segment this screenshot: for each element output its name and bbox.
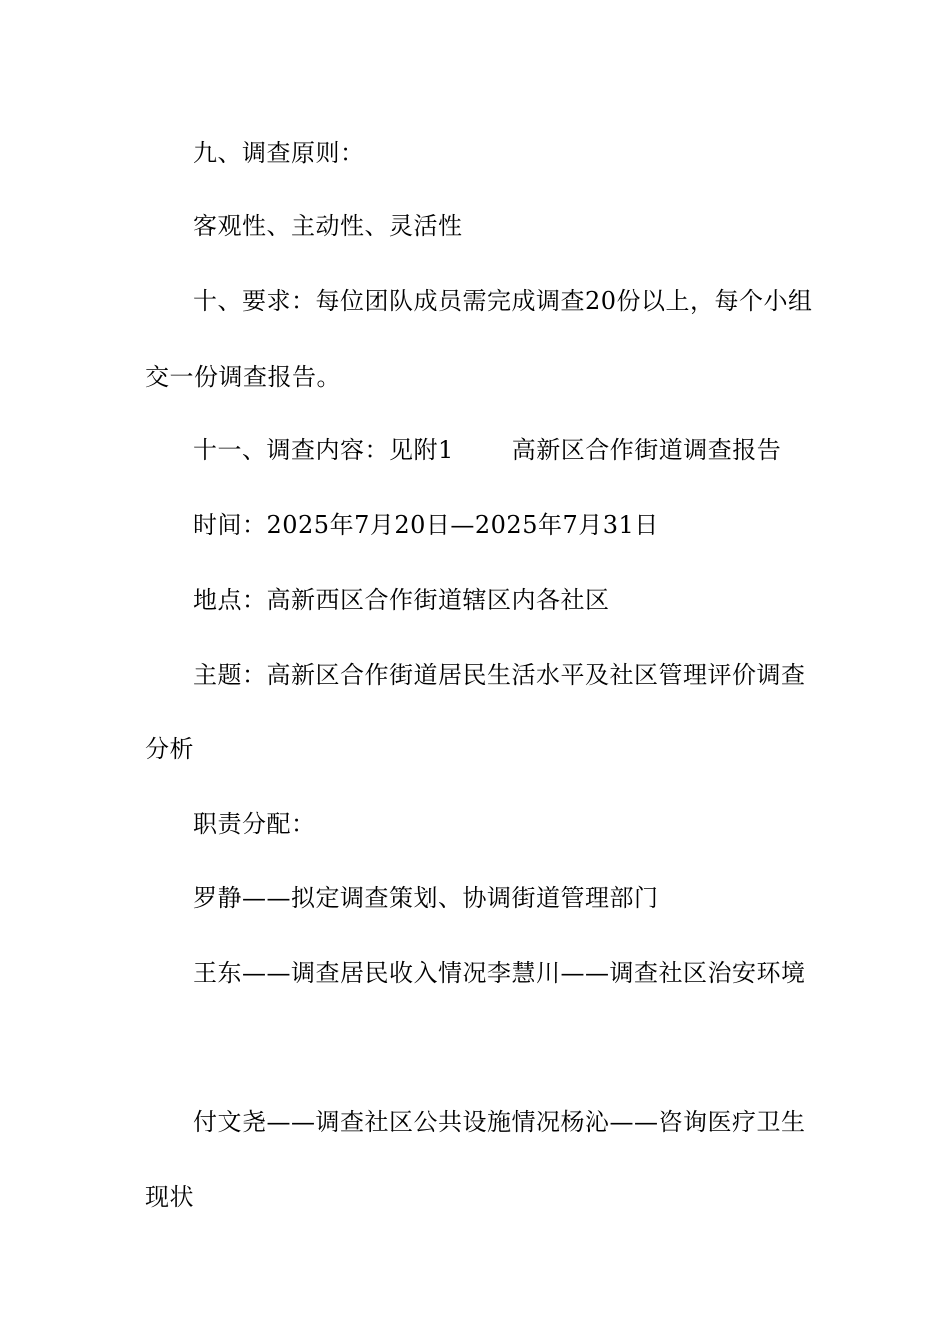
duty-wangdong-lihuichuan: 王东——调查居民收入情况李慧川——调查社区治安环境 [193, 959, 806, 987]
requirements-continuation: 交一份调查报告。 [145, 363, 341, 391]
duty-luojing: 罗静——拟定调查策划、协调街道管理部门 [193, 884, 659, 912]
topic-continuation: 分析 [145, 735, 194, 763]
section-nine-heading: 九、调查原则： [193, 139, 365, 167]
duty-continuation: 现状 [145, 1183, 194, 1211]
time-line: 时间：2025年7月20日—2025年7月31日 [193, 511, 659, 539]
report-title: 高新区合作街道调查报告 [511, 436, 782, 464]
section-eleven-content [145, 435, 873, 465]
principles-text: 客观性、主动性、灵活性 [193, 212, 463, 240]
section-ten-requirements: 十、要求：每位团队成员需完成调查20份以上，每个小组 [193, 287, 813, 315]
duties-heading: 职责分配： [193, 810, 316, 838]
duty-fuwenyao-yangqin: 付文尧——调查社区公共设施情况杨沁——咨询医疗卫生 [193, 1108, 806, 1136]
topic-line: 主题：高新区合作街道居民生活水平及社区管理评价调查 [193, 661, 806, 689]
appendix-reference: 十一、调查内容：见附1 [193, 436, 454, 464]
location-line: 地点：高新西区合作街道辖区内各社区 [193, 586, 610, 614]
